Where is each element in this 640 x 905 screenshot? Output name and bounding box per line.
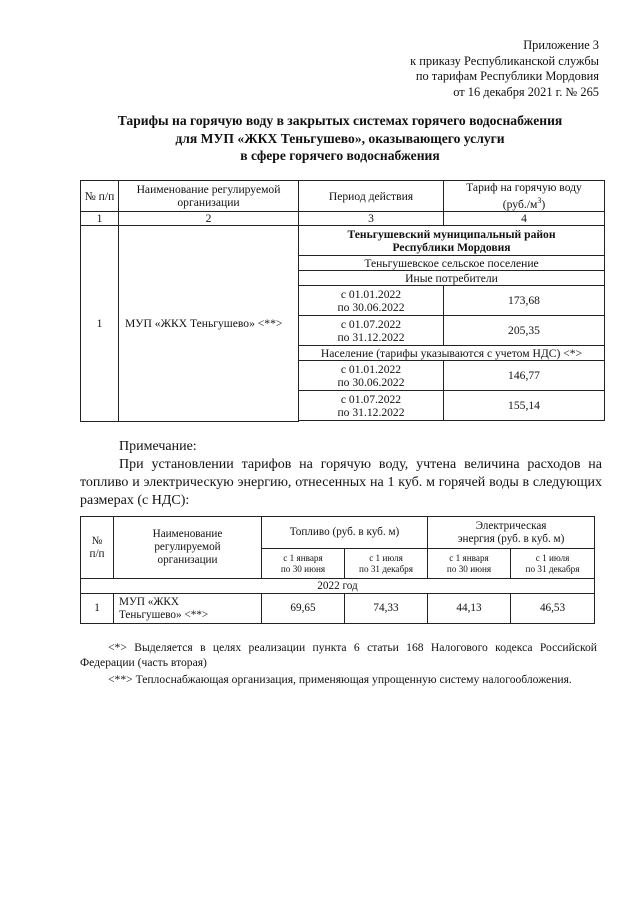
consumer-group: Иные потребители	[299, 271, 605, 286]
header-num: № п/п	[81, 181, 119, 212]
header-energy: Электрическая энергия (руб. в куб. м)	[428, 517, 595, 549]
column-number: 1	[81, 212, 119, 226]
column-number: 2	[119, 212, 299, 226]
table-row	[81, 594, 595, 624]
header-num: № п/п	[81, 517, 114, 579]
title-line: Тарифы на горячую воду в закрытых системах горячего водоснабжения	[117, 113, 563, 128]
fuel-value: 74,33	[345, 594, 428, 624]
row-number: 1	[81, 226, 119, 422]
title-line: для МУП «ЖКХ Теньгушево», оказывающего услуги	[175, 130, 505, 146]
row-number: 1	[81, 594, 114, 624]
column-number-row	[81, 212, 605, 226]
energy-value: 46,53	[511, 594, 595, 624]
footnote-vat: <*> Выделяется в целях реализации пункта 6 статьи 168 Налогового кодекса Российской Федерации (часть вторая)	[80, 641, 597, 669]
appendix-line: Приложение 3	[523, 38, 599, 52]
appendix-line: от 16 декабря 2021 г. № 265	[453, 84, 599, 99]
consumer-group: Население (тарифы указываются с учетом НДС) <*>	[299, 346, 605, 361]
year-row	[81, 579, 595, 594]
organization-name: МУП «ЖКХ Теньгушево» <**>	[114, 594, 262, 624]
header-fuel: Топливо (руб. в куб. м)	[262, 517, 428, 549]
table-row	[81, 226, 605, 256]
header-tariff	[444, 181, 605, 212]
header-half-1: с 1 января по 30 июня	[262, 549, 345, 579]
header-period: Период действия	[299, 181, 444, 212]
fuel-value: 69,65	[262, 594, 345, 624]
header-org: Наименование регулируемой организации	[114, 517, 262, 579]
tariff-table	[80, 180, 605, 422]
organization-name: МУП «ЖКХ Теньгушево» <**>	[119, 226, 299, 422]
tariff-value: 205,35	[444, 316, 605, 346]
appendix-header	[299, 38, 599, 100]
note-text: При установлении тарифов на горячую воду, учтена величина расходов на топливо и электрическую энергию, отнесенных на 1 куб. м горячей воды в следующих размерах (с НДС):	[80, 457, 602, 508]
header-half-2: с 1 июля по 31 декабря	[511, 549, 595, 579]
period-cell: с 01.01.2022 по 30.06.2022	[299, 361, 444, 391]
footnote-tax-system: <**> Теплоснабжающая организация, применяющая упрощенную систему налогообложения.	[108, 673, 572, 686]
column-number: 3	[299, 212, 444, 226]
settlement-name: Теньгушевское сельское поселение	[299, 256, 605, 271]
energy-value: 44,13	[428, 594, 511, 624]
title-line: в сфере горячего водоснабжения	[240, 148, 440, 163]
period-cell: с 01.07.2022 по 31.12.2022	[299, 316, 444, 346]
period-cell: с 01.07.2022 по 31.12.2022	[299, 391, 444, 421]
tariff-value: 173,68	[444, 286, 605, 316]
table-header-row	[81, 517, 595, 549]
year-label: 2022 год	[81, 579, 595, 594]
document-title	[60, 112, 620, 165]
header-org: Наименование регулируемой организации	[119, 181, 299, 212]
appendix-line: по тарифам Республики Мордовия	[415, 69, 599, 84]
table-header-row	[81, 181, 605, 212]
note-label: Примечание:	[119, 439, 197, 454]
column-number: 4	[444, 212, 605, 226]
district-name: Теньгушевский муниципальный район Республики Мордовия	[299, 226, 605, 256]
appendix-line: к приказу Республиканской службы	[410, 53, 599, 68]
tariff-value: 155,14	[444, 391, 605, 421]
header-tariff-unit: $(руб./м^3)$	[502, 196, 546, 212]
header-half-1: с 1 января по 30 июня	[428, 549, 511, 579]
header-tariff-main: Тариф на горячую воду	[466, 181, 582, 194]
costs-table	[80, 516, 595, 624]
header-half-2: с 1 июля по 31 декабря	[345, 549, 428, 579]
tariff-value: 146,77	[444, 361, 605, 391]
period-cell: с 01.01.2022 по 30.06.2022	[299, 286, 444, 316]
